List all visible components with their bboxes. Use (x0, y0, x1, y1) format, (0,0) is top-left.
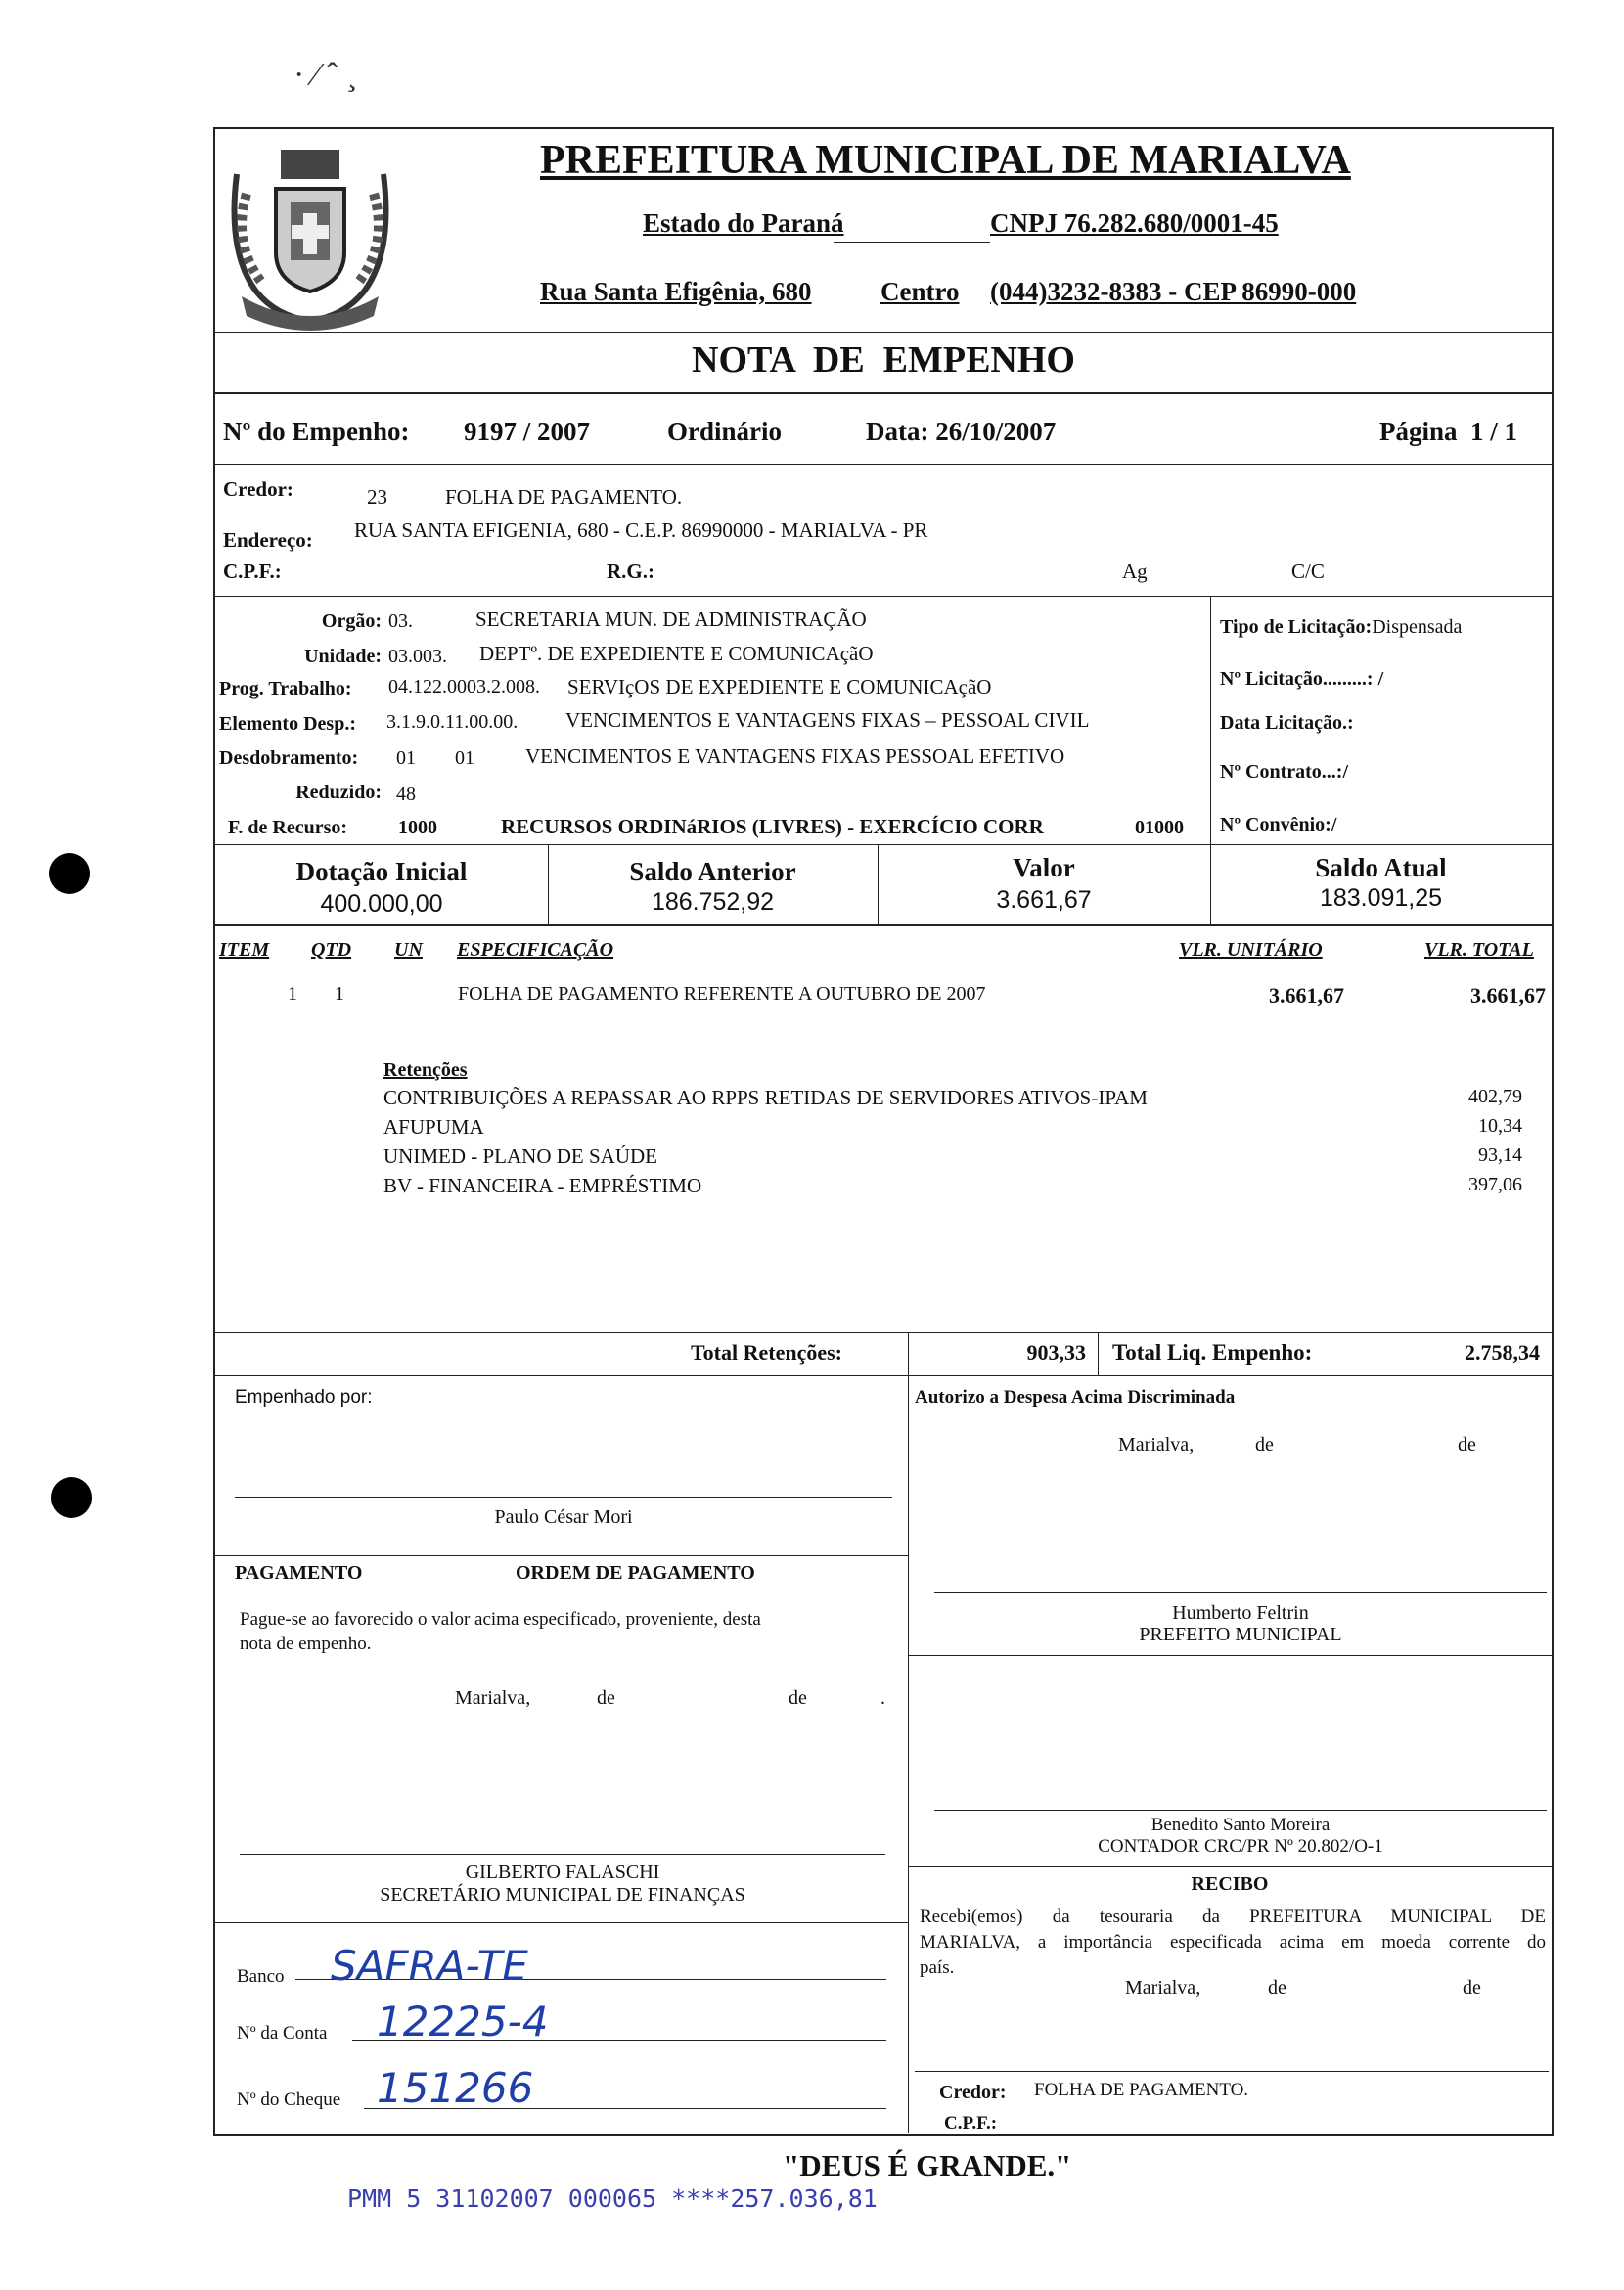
endereco-label: Endereço: (223, 528, 313, 552)
secretario-title: SECRETÁRIO MUNICIPAL DE FINANÇAS (380, 1884, 745, 1906)
reduzido-label: Reduzido: (295, 782, 382, 803)
empenho-type: Ordinário (667, 417, 783, 446)
cpf-label: C.P.F.: (223, 560, 282, 583)
desdobramento-code-2: 01 (455, 747, 474, 769)
col-header-unit-value: VLR. UNITÁRIO (1179, 939, 1323, 961)
prog-label: Prog. Trabalho: (219, 678, 352, 699)
saldo-atual-value: 183.091,25 (1319, 884, 1443, 912)
retencao-value: 10,34 (1478, 1115, 1522, 1137)
row-qtd: 1 (335, 983, 344, 1005)
ag-label: Ag (1122, 560, 1148, 583)
dotacao-inicial-value: 400.000,00 (320, 890, 443, 918)
retencao-label: BV - FINANCEIRA - EMPRÉSTIMO (383, 1174, 702, 1197)
saldo-anterior-value: 186.752,92 (651, 888, 775, 916)
table-row (215, 983, 1552, 1014)
retencao-label: AFUPUMA (383, 1115, 484, 1139)
row-item: 1 (288, 983, 297, 1005)
autorizo-city: Marialva, (1118, 1434, 1195, 1456)
licitacao-tipo (1220, 616, 1462, 639)
pagamento-de-1: de (597, 1687, 615, 1709)
empenhado-por-label: Empenhado por: (235, 1387, 373, 1408)
recibo-title: RECIBO (1191, 1873, 1269, 1895)
retencao-value: 402,79 (1468, 1086, 1522, 1107)
recurso-label: F. de Recurso: (228, 817, 348, 838)
saldo-anterior-label: Saldo Anterior (629, 857, 796, 886)
unidade-label: Unidade: (304, 646, 382, 667)
punch-hole-top (49, 853, 90, 894)
pagamento-label: PAGAMENTO (235, 1562, 363, 1584)
total-liquido-value: 2.758,34 (1465, 1340, 1540, 1365)
pagamento-dot: . (880, 1687, 885, 1709)
list-item (383, 1174, 1544, 1203)
col-header-total-value: VLR. TOTAL (1424, 939, 1534, 961)
desdobramento-code-1: 01 (396, 747, 416, 769)
rg-label: R.G.: (607, 560, 654, 583)
total-retencoes-label: Total Retenções: (691, 1340, 842, 1365)
empenhado-por-name: Paulo César Mori (494, 1506, 633, 1528)
licitacao-tipo-label: Tipo de Licitação: (1220, 616, 1373, 638)
recibo-cpf-label: C.P.F.: (944, 2113, 998, 2133)
unidade-value: DEPTº. DE EXPEDIENTE E COMUNICAçãO (479, 642, 874, 665)
page-title: PREFEITURA MUNICIPAL DE MARIALVA (540, 138, 1351, 183)
prefeito-name: Humberto Feltrin (1172, 1602, 1309, 1624)
orgao-label: Orgão: (321, 610, 382, 632)
coat-of-arms-logo (217, 135, 403, 331)
unidade-code: 03.003. (388, 646, 447, 667)
retencao-value: 93,14 (1478, 1145, 1522, 1166)
recibo-text-3: país. (920, 1957, 955, 1978)
autorizo-de-2: de (1458, 1434, 1476, 1456)
saldo-atual-label: Saldo Atual (1315, 853, 1447, 882)
credor-label: Credor: (223, 477, 293, 501)
elemento-value: VENCIMENTOS E VANTAGENS FIXAS – PESSOAL CIVIL (565, 708, 1090, 732)
recibo-de-2: de (1463, 1977, 1481, 1998)
total-liquido-label: Total Liq. Empenho: (1112, 1340, 1313, 1365)
pagamento-text-1: Pague-se ao favorecido o valor acima especificado, proveniente, desta (240, 1609, 761, 1630)
licitacao-numero: Nº Licitação.........: / (1220, 668, 1384, 690)
orgao-code: 03. (388, 610, 413, 632)
contrato-numero: Nº Contrato...:/ (1220, 761, 1349, 783)
elemento-code: 3.1.9.0.11.00.00. (386, 711, 519, 733)
punch-hole-bottom (51, 1477, 92, 1518)
licitacao-data: Data Licitação.: (1220, 712, 1354, 734)
banco-handwritten: SAFRA-TE (331, 1942, 528, 1990)
total-retencoes-value: 903,33 (1026, 1340, 1086, 1365)
pagamento-city: Marialva, (455, 1687, 531, 1709)
retencao-value: 397,06 (1468, 1174, 1522, 1195)
motto: "DEUS É GRANDE." (783, 2148, 1072, 2182)
recibo-credor-label: Credor: (939, 2082, 1007, 2103)
valor-value: 3.661,67 (996, 886, 1092, 914)
cheque-label: Nº do Cheque (237, 2089, 341, 2110)
district-label: Centro (880, 277, 960, 306)
page-number: Página 1 / 1 (1379, 417, 1518, 446)
secretario-name: GILBERTO FALASCHI (465, 1862, 660, 1883)
prog-value: SERVIçOS DE EXPEDIENTE E COMUNICAçãO (567, 675, 992, 698)
recurso-code: 1000 (398, 817, 437, 838)
recibo-credor-value: FOLHA DE PAGAMENTO. (1034, 2080, 1249, 2100)
recibo-text-1: Recebi(emos) da tesouraria da PREFEITURA MUNICIPAL DE (920, 1907, 1546, 1927)
list-item (383, 1086, 1544, 1115)
phone-cep-label: (044)3232-8383 - CEP 86990-000 (990, 277, 1357, 306)
pagamento-text-2: nota de empenho. (240, 1634, 372, 1654)
contador-title: CONTADOR CRC/PR Nº 20.802/O-1 (1098, 1836, 1383, 1857)
empenho-label: Nº do Empenho: (223, 417, 410, 446)
empenho-date: Data: 26/10/2007 (866, 417, 1057, 446)
convenio-numero: Nº Convênio:/ (1220, 814, 1337, 835)
mechanical-stamp: PMM 5 31102007 000065 ****257.036,81 (347, 2184, 878, 2213)
col-header-item: ITEM (219, 939, 270, 961)
credor-code: 23 (367, 485, 387, 509)
ordem-pagamento-label: ORDEM DE PAGAMENTO (516, 1562, 755, 1584)
recurso-number: 01000 (1135, 817, 1184, 838)
autorizo-label: Autorizo a Despesa Acima Discriminada (915, 1387, 1236, 1408)
recurso-value: RECURSOS ORDINáRIOS (LIVRES) - EXERCÍCIO CORR (501, 815, 1044, 838)
row-spec: FOLHA DE PAGAMENTO REFERENTE A OUTUBRO DE 2007 (458, 983, 986, 1005)
document-title: NOTA DE EMPENHO (692, 339, 1075, 381)
retencao-label: CONTRIBUIÇÕES A REPASSAR AO RPPS RETIDAS DE SERVIDORES ATIVOS-IPAM (383, 1086, 1148, 1109)
credor-name: FOLHA DE PAGAMENTO. (445, 485, 683, 509)
banco-label: Banco (237, 1966, 285, 1987)
reduzido-value: 48 (396, 784, 416, 805)
row-unit-value: 3.661,67 (1269, 983, 1344, 1008)
contador-name: Benedito Santo Moreira (1150, 1815, 1331, 1835)
autorizo-de-1: de (1255, 1434, 1274, 1456)
cheque-handwritten: 151266 (377, 2064, 534, 2112)
desdobramento-value: VENCIMENTOS E VANTAGENS FIXAS PESSOAL EFETIVO (525, 744, 1065, 768)
cnpj-label: CNPJ 76.282.680/0001-45 (990, 208, 1279, 238)
dotacao-inicial-label: Dotação Inicial (295, 857, 468, 886)
list-item (383, 1115, 1544, 1145)
conta-handwritten: 12225-4 (377, 1998, 549, 2045)
address-label: Rua Santa Efigênia, 680 (540, 277, 812, 306)
row-total-value: 3.661,67 (1470, 983, 1546, 1008)
desdobramento-label: Desdobramento: (219, 747, 359, 769)
scribble-mark: · ⁄ ˆ ¸ (293, 57, 358, 93)
cc-label: C/C (1291, 560, 1325, 583)
retencoes-title: Retenções (383, 1059, 468, 1081)
col-header-spec: ESPECIFICAÇÃO (457, 939, 614, 961)
recibo-text-2: MARIALVA, a importância especificada acima em moeda corrente do (920, 1932, 1546, 1953)
pagamento-de-2: de (789, 1687, 807, 1709)
elemento-label: Elemento Desp.: (219, 713, 356, 735)
state-label: Estado do Paraná (643, 208, 844, 238)
recibo-de-1: de (1268, 1977, 1286, 1998)
licitacao-tipo-value: Dispensada (1372, 616, 1463, 638)
orgao-value: SECRETARIA MUN. DE ADMINISTRAÇÃO (475, 607, 867, 631)
valor-label: Valor (1013, 853, 1075, 882)
conta-label: Nº da Conta (237, 2023, 328, 2043)
col-header-qtd: QTD (311, 939, 352, 961)
empenho-number: 9197 / 2007 (464, 417, 591, 446)
prefeito-title: PREFEITO MUNICIPAL (1139, 1624, 1342, 1645)
col-header-un: UN (394, 939, 423, 961)
prog-code: 04.122.0003.2.008. (388, 676, 540, 697)
list-item (383, 1145, 1544, 1174)
retencao-label: UNIMED - PLANO DE SAÚDE (383, 1145, 657, 1168)
endereco-value: RUA SANTA EFIGENIA, 680 - C.E.P. 86990000 - MARIALVA - PR (354, 518, 928, 542)
recibo-city: Marialva, (1125, 1977, 1201, 1998)
